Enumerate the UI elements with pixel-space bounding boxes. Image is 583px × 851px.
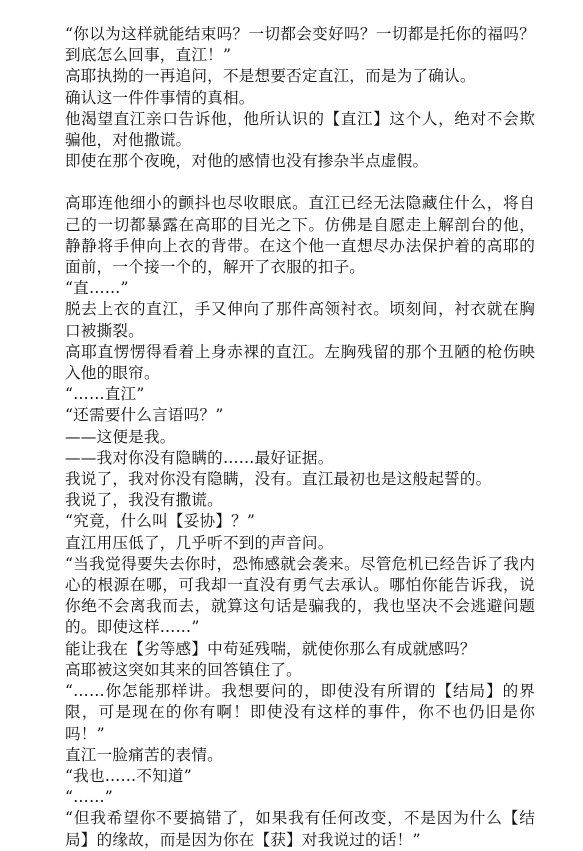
paragraph-7: “直……”: [65, 279, 129, 298]
paragraph-24: “……”: [65, 788, 113, 807]
paragraph-15: 我说了，我没有撒谎。: [65, 491, 223, 510]
paragraph-18: “当我觉得要失去你时，恐怖感就会袭来。尽管危机已经告诉了我内心的根源在哪，可我却一直没有勇气去承认。哪怕你能告诉我，说你绝不会离我而去，就算这句话是骗我的，我也坚决不会逃避问题的。即使这样……”: [65, 554, 535, 637]
paragraph-14: 我说了，我对你没有隐瞒，没有。直江最初也是这般起誓的。: [65, 470, 492, 489]
paragraph-12: ——这便是我。: [65, 427, 176, 446]
paragraph-17: 直江用压低了，几乎听不到的声音问。: [65, 533, 334, 552]
paragraph-11: “还需要什么言语吗？”: [65, 406, 224, 425]
paragraph-2: 高耶执拗的一再追问，不是想要否定直江，而是为了确认。: [65, 67, 476, 86]
paragraph-8: 脱去上衣的直江，手又伸向了那件高领衬衣。顷刻间，衬衣就在胸口被撕裂。: [65, 300, 535, 340]
paragraph-4: 他渴望直江亲口告诉他，他所认识的【直江】这个人，绝对不会欺骗他，对他撒谎。: [65, 109, 535, 150]
paragraph-13: ——我对你没有隐瞒的……最好证据。: [65, 448, 334, 467]
paragraph-23: “我也……不知道”: [65, 766, 192, 785]
paragraph-16: “究竟，什么叫【妥协】？”: [65, 512, 256, 531]
paragraph-20: 高耶被这突如其来的回答镇住了。: [65, 660, 302, 679]
paragraph-22: 直江一脸痛苦的表情。: [65, 745, 223, 764]
document-page: [65, 24, 535, 851]
paragraph-10: “……直江”: [65, 385, 145, 404]
paragraph-5: 即使在那个夜晚，对他的感情也没有掺杂半点虚假。: [65, 152, 429, 171]
paragraph-19: 能让我在【劣等感】中苟延残喘，就使你那么有成就感吗？: [65, 639, 476, 658]
paragraph-9: 高耶直愣愣得看着上身赤裸的直江。左胸残留的那个丑陋的枪伤映入他的眼帘。: [65, 342, 535, 383]
paragraph-3: 确认这一件件事情的真相。: [65, 88, 255, 107]
paragraph-1: “你以为这样就能结束吗？一切都会变好吗？一切都是托你的福吗？到底怎么回事，直江！”: [65, 25, 535, 65]
paragraph-6: 高耶连他细小的颤抖也尽收眼底。直江已经无法隐藏住什么，将自己的一切都暴露在高耶的目光之下。仿佛是自愿走上解剖台的他，静静将手伸向上衣的背带。在这个他一直想尽办法保护着的高耶的面前，一个接一个的，解开了衣服的扣子。: [65, 194, 535, 277]
paragraph-25: “但我希望你不要搞错了，如果我有任何改变，不是因为什么【结局】的缘故，而是因为你在【获】对我说过的话！”: [65, 809, 535, 849]
paragraph-21: “……你怎能那样讲。我想要问的，即使没有所谓的【结局】的界限，可是现在的你有啊！即使没有这样的事件，你不也仍旧是你吗！”: [65, 682, 535, 743]
